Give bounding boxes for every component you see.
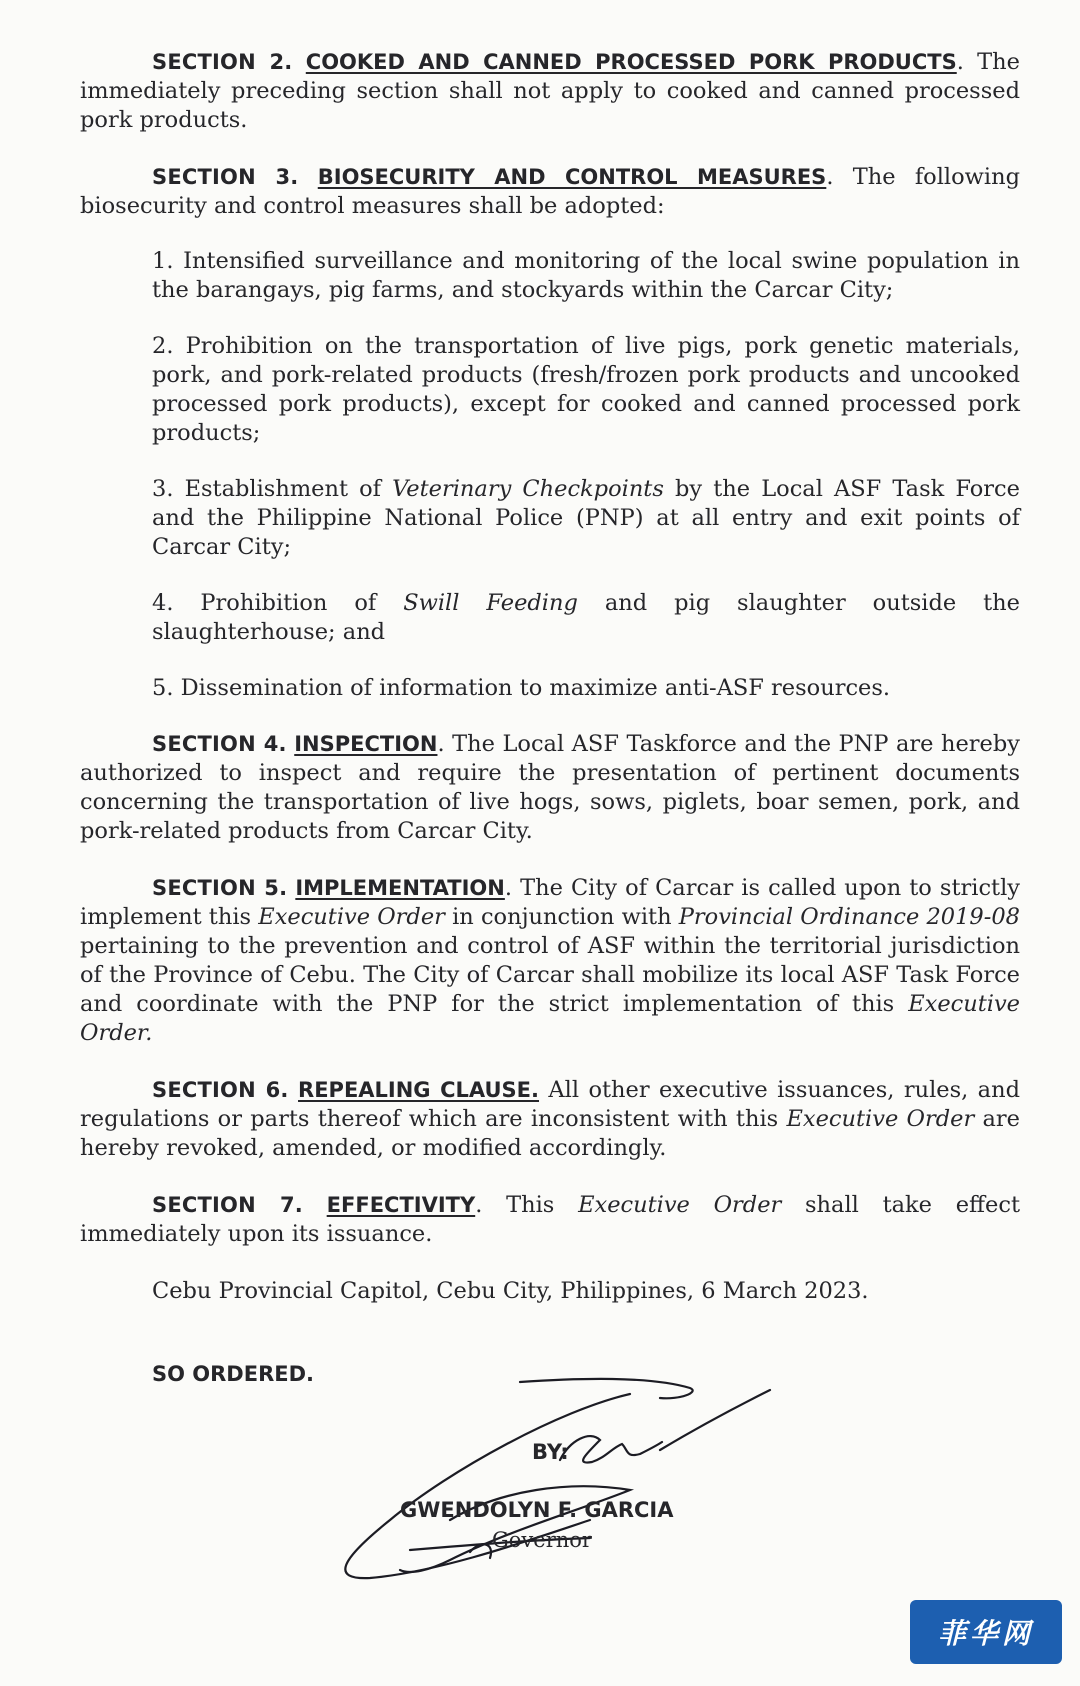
section-title: INSPECTION bbox=[294, 732, 438, 756]
section-emphasis: Executive Order bbox=[786, 1106, 975, 1132]
section-body: in conjunction with bbox=[444, 904, 679, 930]
section-title-punct: . bbox=[437, 731, 445, 757]
section-title: REPEALING CLAUSE. bbox=[298, 1078, 540, 1102]
list-item-text: 4. Prohibition of bbox=[152, 590, 404, 616]
section-emphasis: Executive Order bbox=[258, 904, 445, 930]
list-item: 1. Intensified surveillance and monitoring of the local swine population in the barangays, pig farms, and stockyards within the Carcar City; bbox=[152, 248, 1020, 303]
list-item-text: 3. Establishment of bbox=[152, 476, 393, 502]
section-7 bbox=[80, 1191, 1020, 1249]
section-title: IMPLEMENTATION bbox=[295, 876, 505, 900]
section-body: The following biosecurity and control measures shall be adopted: bbox=[80, 164, 1020, 219]
by-label: BY: bbox=[532, 1440, 569, 1464]
section-title: COOKED AND CANNED PROCESSED PORK PRODUCTS bbox=[305, 50, 957, 74]
list-item-emphasis: Veterinary Checkpoints bbox=[392, 476, 664, 502]
section-label: SECTION 5. bbox=[152, 876, 288, 900]
section-title-punct: . bbox=[826, 164, 834, 190]
list-item-text: and pig slaughter outside the slaughterhouse; and bbox=[152, 590, 1020, 645]
section-body: shall take effect immediately upon its issuance. bbox=[80, 1192, 1020, 1247]
site-watermark-logo: 菲华网 bbox=[910, 1600, 1062, 1664]
signatory-title: Governor bbox=[492, 1528, 592, 1552]
place-and-date: Cebu Provincial Capitol, Cebu City, Philippines, 6 March 2023. bbox=[152, 1278, 869, 1304]
section-body: The City of Carcar is called upon to strictly implement this bbox=[80, 875, 1021, 930]
section-title-punct: . bbox=[504, 875, 513, 901]
section-body: The immediately preceding section shall not apply to cooked and canned processed pork products. bbox=[80, 49, 1020, 133]
section-title-punct: . bbox=[475, 1192, 483, 1218]
list-item: 5. Dissemination of information to maximize anti-ASF resources. bbox=[152, 675, 891, 701]
section-body: pertaining to the prevention and control of ASF within the territorial jurisdiction of the Province of Cebu. The City of Carcar shall mobilize its local ASF Task Force and coordinate with the PNP for the strict implementation of this bbox=[80, 933, 1020, 1017]
section-emphasis: Executive Order. bbox=[80, 991, 1020, 1046]
section-emphasis: Provincial Ordinance 2019-08 bbox=[678, 904, 1020, 930]
section-label: SECTION 7. bbox=[152, 1193, 303, 1217]
list-item bbox=[152, 589, 1020, 647]
section-body: All other executive issuances, rules, and regulations or parts thereof which are inconsistent with this bbox=[80, 1077, 1020, 1132]
section-body: are hereby revoked, amended, or modified accordingly. bbox=[80, 1106, 1020, 1161]
section-title: BIOSECURITY AND CONTROL MEASURES bbox=[317, 165, 827, 189]
section-4 bbox=[80, 730, 1020, 846]
section-3 bbox=[80, 163, 1020, 221]
list-item: 2. Prohibition on the transportation of live pigs, pork genetic materials, pork, and pork-related products (fresh/frozen pork products and uncooked processed pork products), except for cooked and canned processed pork products; bbox=[152, 333, 1020, 446]
section-label: SECTION 6. bbox=[152, 1078, 289, 1102]
list-item bbox=[152, 475, 1020, 562]
section-2 bbox=[80, 48, 1020, 135]
section-5 bbox=[80, 874, 1020, 1048]
signature-mark bbox=[330, 1370, 850, 1590]
so-ordered: SO ORDERED. bbox=[152, 1362, 315, 1386]
section-label: SECTION 3. bbox=[152, 165, 299, 189]
signatory-name: GWENDOLYN F. GARCIA bbox=[400, 1498, 674, 1522]
section-emphasis: Executive Order bbox=[578, 1192, 782, 1218]
section-6 bbox=[80, 1076, 1020, 1163]
document-page bbox=[80, 48, 1020, 1389]
section-body: This bbox=[482, 1192, 579, 1218]
section-title-punct: . bbox=[956, 49, 964, 75]
section-label: SECTION 4. bbox=[152, 732, 287, 756]
list-item-emphasis: Swill Feeding bbox=[403, 590, 578, 616]
list-item-text: by the Local ASF Task Force and the Philippine National Police (PNP) at all entry and exit points of Carcar City; bbox=[152, 476, 1020, 560]
section-label: SECTION 2. bbox=[152, 50, 293, 74]
section-title: EFFECTIVITY bbox=[326, 1193, 476, 1217]
section-body: The Local ASF Taskforce and the PNP are hereby authorized to inspect and require the presentation of pertinent documents concerning the transportation of live hogs, sows, piglets, boar semen, pork, and pork-related products from Carcar City. bbox=[80, 731, 1020, 844]
measures-list bbox=[152, 247, 1020, 703]
